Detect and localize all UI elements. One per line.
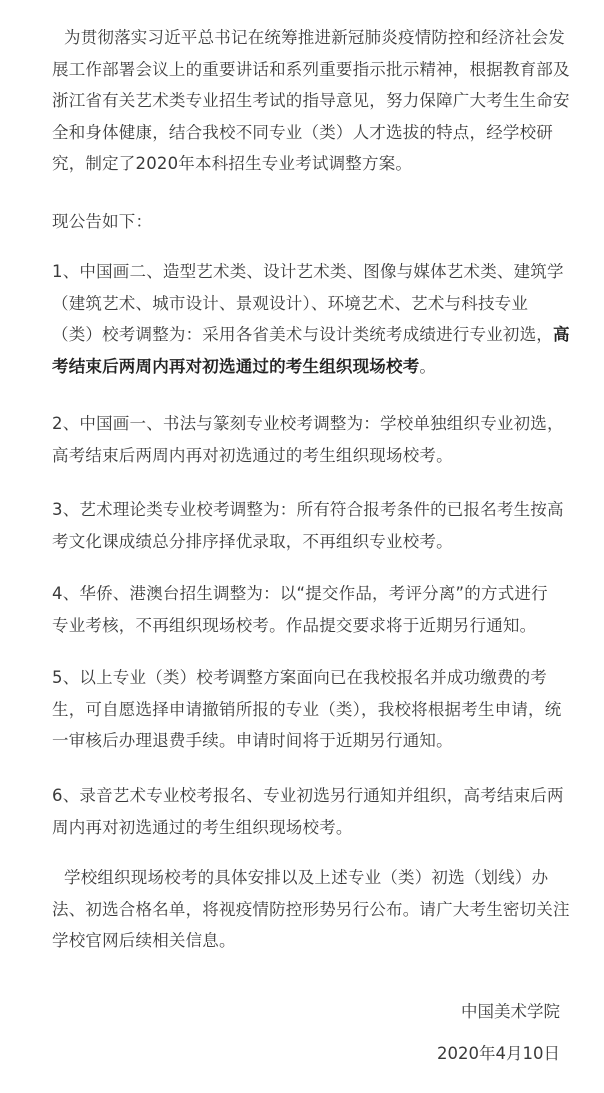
text-line: （建筑艺术、城市设计、景观设计）、环境艺术、艺术与科技专业: [52, 293, 529, 313]
text-line: 4、华侨、港澳台招生调整为：以“提交作品，考评分离”的方式进行: [52, 584, 548, 603]
text-line: 2、中国画一、书法与篆刻专业校考调整为：学校单独组织专业初选，: [52, 414, 564, 433]
announce-heading: [52, 206, 572, 238]
text-line: 为贯彻落实习近平总书记在统筹推进新冠肺炎疫情防控和经济社会发: [64, 28, 565, 47]
text-line: 一审核后办理退费手续。申请时间将于近期另行通知。: [52, 731, 453, 750]
text-line: 生，可自愿选择申请撤销所报的专业（类），我校将根据考生申请，统: [52, 699, 562, 719]
item-5-paragraph: [52, 662, 572, 757]
text-line: 全和身体健康，结合我校不同专业（类）人才选拔的特点，经学校研: [52, 122, 553, 142]
closing-paragraph: [52, 862, 572, 957]
text-line: 5、以上专业（类）校考调整方案面向已在我校报名并成功缴费的考: [52, 668, 547, 687]
text-line: 高考结束后两周内再对初选通过的考生组织现场校考。: [52, 445, 453, 465]
text-line: 6、录音艺术专业校考报名、专业初选另行通知并组织，高考结束后两: [52, 786, 564, 805]
bold-text: 考结束后两周内再对初选通过的考生组织现场校考: [52, 356, 420, 376]
text-line: 浙江省有关艺术类专业招生考试的指导意见，努力保障广大考生生命安: [52, 91, 570, 110]
text-line: 究，制定了2020年本科招生专业考试调整方案。: [52, 154, 413, 173]
text-line: 学校官网后续相关信息。: [52, 931, 236, 950]
item-3-paragraph: [52, 494, 572, 557]
item-6-paragraph: [52, 780, 572, 843]
item-4-paragraph: [52, 578, 572, 641]
signature-date: 2020年4月10日: [437, 1044, 560, 1063]
bold-text: 高: [553, 325, 570, 344]
text-line: 专业考核，不再组织现场校考。作品提交要求将于近期另行通知。: [52, 615, 537, 635]
text-line: （类）校考调整为：采用各省美术与设计类统考成绩进行专业初选，: [52, 325, 553, 344]
item-2-paragraph: [52, 408, 572, 471]
text-line: 展工作部署会议上的重要讲话和系列重要指示批示精神，根据教育部及: [52, 59, 570, 79]
text-line: 法、初选合格名单，将视疫情防控形势另行公布。请广大考生密切关注: [52, 899, 570, 919]
text-line: 3、艺术理论类专业校考调整为：所有符合报考条件的已报名考生按高: [52, 500, 564, 519]
item-1-paragraph: [52, 256, 572, 382]
text-line: 1、中国画二、造型艺术类、设计艺术类、图像与媒体艺术类、建筑学: [52, 262, 564, 281]
text-line: 考文化课成绩总分排序择优录取，不再组织专业校考。: [52, 531, 453, 551]
text-line: 学校组织现场校考的具体安排以及上述专业（类）初选（划线）办: [64, 868, 549, 887]
text-line: 。: [419, 356, 437, 376]
text-line: 周内再对初选通过的考生组织现场校考。: [52, 817, 353, 837]
intro-paragraph: [52, 22, 572, 180]
signature-org: 中国美术学院: [461, 1002, 560, 1021]
text-line: 现公告如下：: [52, 212, 153, 231]
